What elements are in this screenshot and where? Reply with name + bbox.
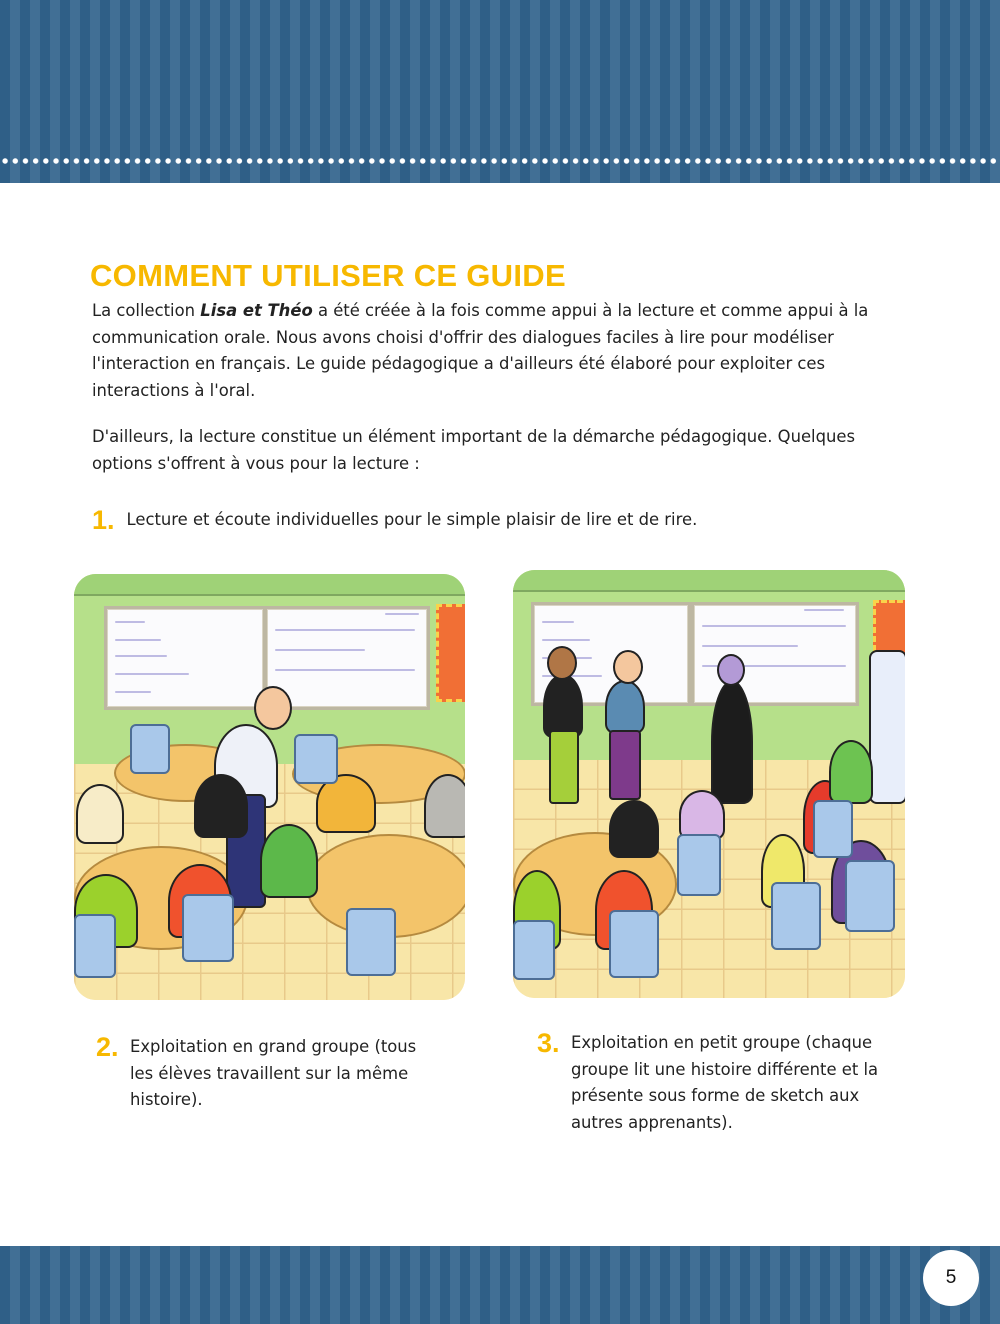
- option-number: 1.: [92, 505, 115, 535]
- chair: [513, 920, 555, 980]
- page-number: 5: [923, 1250, 979, 1306]
- wall-poster: [436, 604, 465, 702]
- actor-head: [547, 646, 577, 680]
- whiteboard-right: [264, 606, 430, 710]
- teacher-head: [254, 686, 292, 730]
- student: [76, 784, 124, 844]
- illustration-large-group: [74, 574, 465, 1000]
- teacher: [869, 650, 905, 804]
- actor: [543, 674, 583, 738]
- dotted-divider: [0, 157, 1000, 165]
- student: [260, 824, 318, 898]
- reading-paragraph: D'ailleurs, la lecture constitue un élément important de la démarche pédagogique. Quelques options s'offrent à vous pour la lecture :: [92, 427, 856, 473]
- actor: [711, 680, 753, 804]
- chair: [609, 910, 659, 978]
- option-text: Lecture et écoute individuelles pour le simple plaisir de lire et de rire.: [126, 510, 698, 529]
- chair: [74, 914, 116, 978]
- chair: [813, 800, 853, 858]
- intro-paragraph: [92, 298, 912, 404]
- actor-legs: [609, 730, 641, 800]
- student: [194, 774, 248, 838]
- chair: [845, 860, 895, 932]
- actor-legs: [549, 730, 579, 804]
- chair: [346, 908, 396, 976]
- chair: [294, 734, 338, 784]
- option-number: 3.: [537, 1028, 560, 1058]
- chair: [771, 882, 821, 950]
- student: [424, 774, 465, 838]
- student: [679, 790, 725, 840]
- student: [829, 740, 873, 804]
- option-3: [537, 1030, 897, 1136]
- top-banner: [0, 0, 1000, 183]
- whiteboard-left: [104, 606, 266, 710]
- bottom-band: [0, 1246, 1000, 1324]
- option-text: Exploitation en petit groupe (chaque groupe lit une histoire différente et la présente sous forme de sketch aux autres apprenants).: [571, 1033, 879, 1132]
- student: [609, 800, 659, 858]
- series-name: Lisa et Théo: [200, 301, 313, 320]
- actor-head: [717, 654, 745, 686]
- illustration-small-group: [513, 570, 905, 998]
- chair: [677, 834, 721, 896]
- chair: [182, 894, 234, 962]
- option-1: [92, 507, 912, 534]
- option-number: 2.: [96, 1032, 119, 1062]
- page-title: COMMENT UTILISER CE GUIDE: [90, 258, 566, 293]
- chair: [130, 724, 170, 774]
- actor: [605, 680, 645, 734]
- option-2: [96, 1034, 436, 1114]
- intro-rest: a été créée à la fois comme appui à la lecture et comme appui à la communication orale. Nous avons choisi d'offrir des dialogues faciles à lire pour modéliser l'interaction en français. Le guide pédagogique a d'ailleurs été élaboré pour exploiter ces interactions à l'oral.: [92, 301, 869, 400]
- whiteboard-right: [691, 602, 859, 706]
- actor-head: [613, 650, 643, 684]
- option-text: Exploitation en grand groupe (tous les élèves travaillent sur la même histoire).: [130, 1037, 417, 1109]
- intro-prefix: La collection: [92, 301, 201, 320]
